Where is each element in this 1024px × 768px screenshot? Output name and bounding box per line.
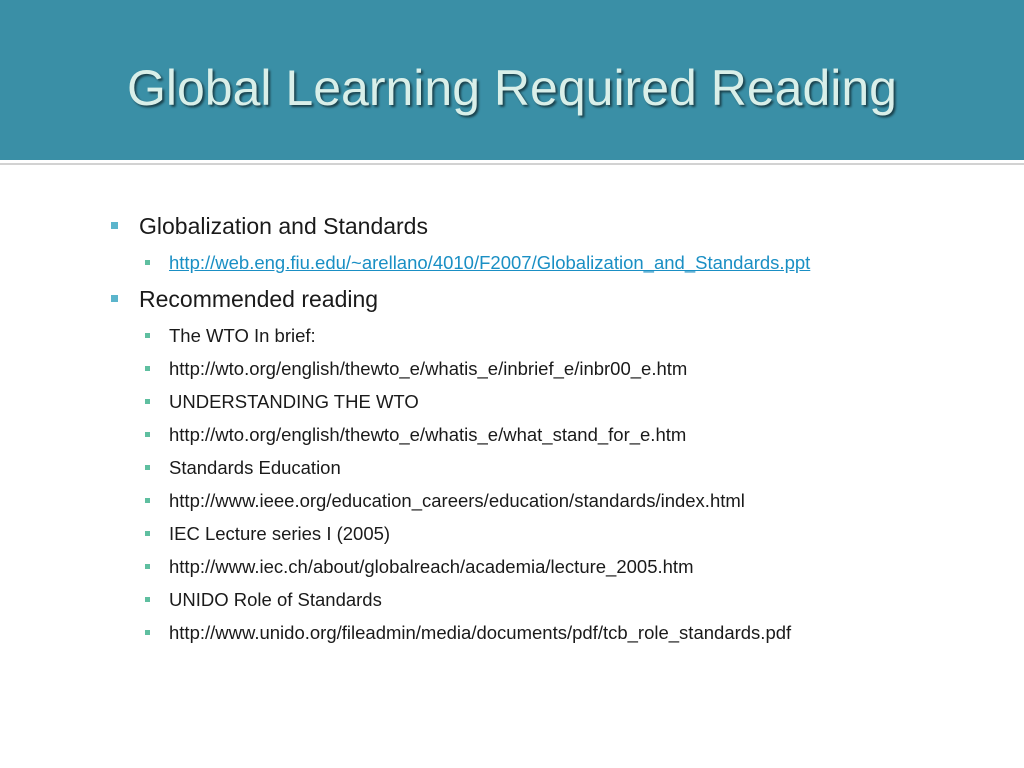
small-square-bullet-icon [145, 366, 150, 371]
small-square-bullet-icon [145, 260, 150, 265]
bullet-item [108, 451, 988, 484]
bullet-item [108, 319, 988, 352]
bullet-text: IEC Lecture series I (2005) [169, 523, 391, 544]
square-bullet-icon [111, 222, 118, 229]
bullet-item [108, 246, 988, 279]
bullet-item [108, 352, 988, 385]
bullet-item [108, 279, 988, 319]
bullet-list [108, 206, 988, 649]
bullet-item [108, 616, 988, 649]
bullet-item [108, 550, 988, 583]
bullet-text: http://www.iec.ch/about/globalreach/academia/lecture_2005.htm [169, 556, 694, 577]
title-divider [0, 160, 1024, 168]
small-square-bullet-icon [145, 333, 150, 338]
small-square-bullet-icon [145, 597, 150, 602]
bullet-item [108, 385, 988, 418]
slide-title: Global Learning Required Reading [127, 60, 897, 116]
bullet-link[interactable]: http://web.eng.fiu.edu/~arellano/4010/F2007/Globalization_and_Standards.ppt [169, 252, 811, 273]
bullet-item [108, 206, 988, 246]
bullet-text: http://www.ieee.org/education_careers/education/standards/index.html [169, 490, 745, 511]
square-bullet-icon [111, 295, 118, 302]
bullet-item [108, 484, 988, 517]
bullet-item [108, 418, 988, 451]
bullet-text: Standards Education [169, 457, 341, 478]
bullet-text: Globalization and Standards [139, 213, 428, 239]
bullet-item [108, 517, 988, 550]
bullet-text: UNIDO Role of Standards [169, 589, 382, 610]
small-square-bullet-icon [145, 432, 150, 437]
bullet-text: The WTO In brief: [169, 325, 316, 346]
bullet-item [108, 583, 988, 616]
bullet-text: http://wto.org/english/thewto_e/whatis_e/inbrief_e/inbr00_e.htm [169, 358, 688, 379]
small-square-bullet-icon [145, 399, 150, 404]
bullet-text: http://wto.org/english/thewto_e/whatis_e/what_stand_for_e.htm [169, 424, 687, 445]
title-banner [0, 0, 1024, 160]
bullet-text: Recommended reading [139, 286, 379, 312]
small-square-bullet-icon [145, 630, 150, 635]
bullet-text: UNDERSTANDING THE WTO [169, 391, 419, 412]
small-square-bullet-icon [145, 531, 150, 536]
small-square-bullet-icon [145, 564, 150, 569]
small-square-bullet-icon [145, 498, 150, 503]
bullet-text: http://www.unido.org/fileadmin/media/documents/pdf/tcb_role_standards.pdf [169, 622, 792, 643]
small-square-bullet-icon [145, 465, 150, 470]
